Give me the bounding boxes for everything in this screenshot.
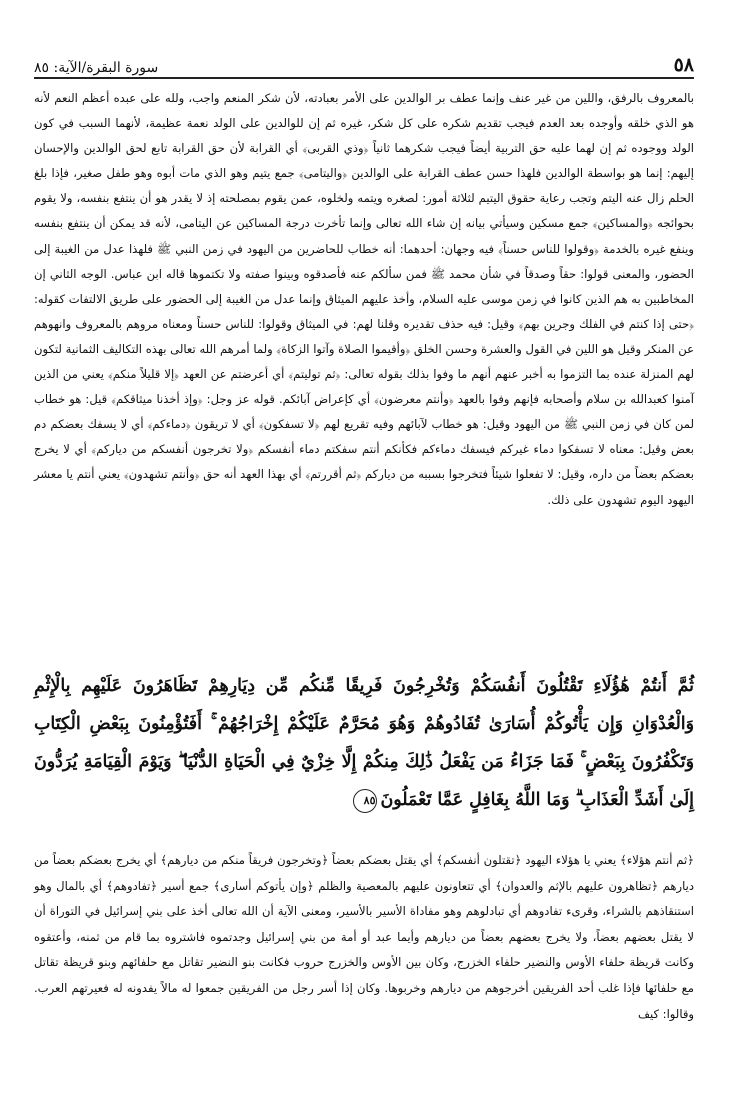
page-header xyxy=(34,50,694,76)
ayah-number-marker: ٨٥ xyxy=(353,789,377,813)
quran-verse xyxy=(34,667,694,822)
tafsir-top-paragraph: بالمعروف بالرفق، واللين من غير عنف وإنما عطف بر الوالدين على الأمر بعبادته، لأن شكر المنعم واجب، ولله على عبده أعظم النعم لأنه هو الذي خلقه وأوجده بعد العدم فيجب تقديم شكره على كل شكر، غيره ثم إن للوالدين على الولد نعمة عظيمة، لأنهما السبب في كون الولد ووجوده ثم إن لهما عليه حق التربية أيضاً فيجب شكرهما ثانياً ﴿وذي القربى﴾ أي القرابة لأن حق القرابة تابع لحق الوالدين والإحسان إليهم: إنما هو بواسطة الوالدين فلهذا حسن عطف القرابة على الوالدين ﴿واليتامى﴾ جمع يتيم وهو الذي مات أبوه وهو طفل صغير، فإذا بلغ الحلم زال عنه اليتم وتجب رعاية حقوق اليتيم لثلاثة أمور: لصغره ويتمه ولخلوه، عمن يقوم بمصلحته إذ لا يقدر هو أن ينتفع بنفسه، ولا يقوم بحوائجه ﴿والمساكين﴾ جمع مسكين وسيأتي بيانه إن شاء الله تعالى وإنما تأخرت درجة المساكين عن اليتامى، لأنه قد يمكن أن ينتفع بنفسه وينفع غيره بالخدمة ﴿وقولوا للناس حسناً﴾ فيه وجهان: أحدهما: أنه خطاب للحاضرين من اليهود في زمن النبي ﷺ فلهذا عدل من الغيبة إلى الحضور، والمعنى قولوا: حقاً وصدقاً في شأن محمد ﷺ فمن سألكم عنه فأصدقوه وبينوا صفته ولا تكتموها قاله ابن عباس. الوجه الثاني إن المخاطبين به هم الذين كانوا في زمن موسى عليه السلام، وأخذ عليهم الميثاق وإنما عدل من الغيبة إلى الحضور على طريق الالتفات كقوله: ﴿حتى إذا كنتم في الفلك وجرين بهم﴾ وقيل: فيه حذف تقديره وقلنا لهم: في الميثاق وقولوا: للناس حسناً ومعناه مروهم بالمعروف وانهوهم عن المنكر وقيل هو اللين في القول والعشرة وحسن الخلق ﴿وأقيموا الصلاة وآتوا الزكاة﴾ ولما أمرهم الله تعالى بهذه التكاليف الثمانية لتكون لهم المنزلة عنده بما التزموا به أخبر عنهم أنهم ما وفوا بذلك بقوله تعالى: ﴿ثم توليتم﴾ أي أعرضتم عن العهد ﴿إلا قليلاً منكم﴾ يعني من الذين آمنوا كعبدالله بن سلام وأصحابه فإنهم وفوا بالعهد ﴿وأنتم معرضون﴾ أي كإعراض آبائكم. قوله عز وجل: ﴿وإذ أخذنا ميثاقكم﴾ قيل: هو خطاب لمن كان في زمن النبي ﷺ من اليهود وقيل: هو خطاب لآبائهم وفيه تقريع لهم ﴿لا تسفكون﴾ أي لا تريقون ﴿دماءكم﴾ أي لا يسفك بعضكم دم بعض وقيل: معناه لا تسفكوا دماء غيركم فيسفك دماءكم فكأنكم أنتم سفكتم دماء أنفسكم ﴿ولا تخرجون أنفسكم من دياركم﴾ أي لا يخرج بعضكم بعضاً من داره، وقيل: لا تفعلوا شيئاً فتخرجوا بسببه من دياركم ﴿ثم أقررتم﴾ أي بهذا العهد أنه حق ﴿وأنتم تشهدون﴾ يعني أنتم يا معشر اليهود اليوم تشهدون على ذلك. xyxy=(34,91,694,507)
verse-text: ثُمَّ أَنتُمْ هَٰؤُلَاءِ تَقْتُلُونَ أَنفُسَكُمْ وَتُخْرِجُونَ فَرِيقًا مِّنكُم مِّن دِيَارِهِمْ تَظَاهَرُونَ عَلَيْهِم بِالْإِثْمِ وَالْعُدْوَانِ وَإِن يَأْتُوكُمْ أُسَارَىٰ تُفَادُوهُمْ وَهُوَ مُحَرَّمٌ عَلَيْكُمْ إِخْرَاجُهُمْ ۚ أَفَتُؤْمِنُونَ بِبَعْضِ الْكِتَابِ وَتَكْفُرُونَ بِبَعْضٍ ۚ فَمَا جَزَاءُ مَن يَفْعَلُ ذَٰلِكَ مِنكُمْ إِلَّا خِزْيٌ فِي الْحَيَاةِ الدُّنْيَا ۖ وَيَوْمَ الْقِيَامَةِ يُرَدُّونَ إِلَىٰ أَشَدِّ الْعَذَابِ ۗ وَمَا اللَّهُ بِغَافِلٍ عَمَّا تَعْمَلُونَ xyxy=(34,676,694,810)
running-title: سورة البقرة/الآية: ٨٥ xyxy=(34,60,159,76)
header-rule xyxy=(34,77,694,79)
tafsir-bottom-paragraph: ﴿ثم أنتم هؤلاء﴾ يعني يا هؤلاء اليهود ﴿تقتلون أنفسكم﴾ أي يقتل بعضكم بعضاً ﴿وتخرجون فريقاً منكم من ديارهم﴾ أي يخرج بعضكم بعضاً من ديارهم ﴿تظاهرون عليهم بالإثم والعدوان﴾ أي تتعاونون عليهم بالمعصية والظلم ﴿وإن يأتوكم أسارى﴾ جمع أسير ﴿تفادوهم﴾ أي بالمال وهو استنقاذهم بالشراء، وقرىء تفادوهم أي تبادلوهم وهو مفاداة الأسير بالأسير، ومعنى الآية أن الله تعالى أخذ على بني إسرائيل في التوراة أن لا يقتل بعضهم بعضاً، ولا يخرج بعضهم بعضاً من ديارهم وأيما عبد أو أمة من بني إسرائيل وجدتموه فاشتروه بما قام من ثمنه، وأعتقوه وكانت قريظة حلفاء الأوس والنضير حلفاء الخزرج، وكان بين الأوس والخزرج حروب فكانت بنو النضير تقاتل مع حلفائهم وبنو قريظة تقاتل مع حلفائها فإذا غلب أحد الفريقين أخرجوهم من ديارهم وخربوها. وكان إذا أسر رجل من الفريقين جمعوا له مالاً يفدونه له فعيرتهم العرب. وقالوا: كيف xyxy=(34,853,694,1021)
page-number: ٥٨ xyxy=(673,54,694,76)
tafsir-bottom xyxy=(34,848,694,1027)
tafsir-top xyxy=(34,86,694,513)
